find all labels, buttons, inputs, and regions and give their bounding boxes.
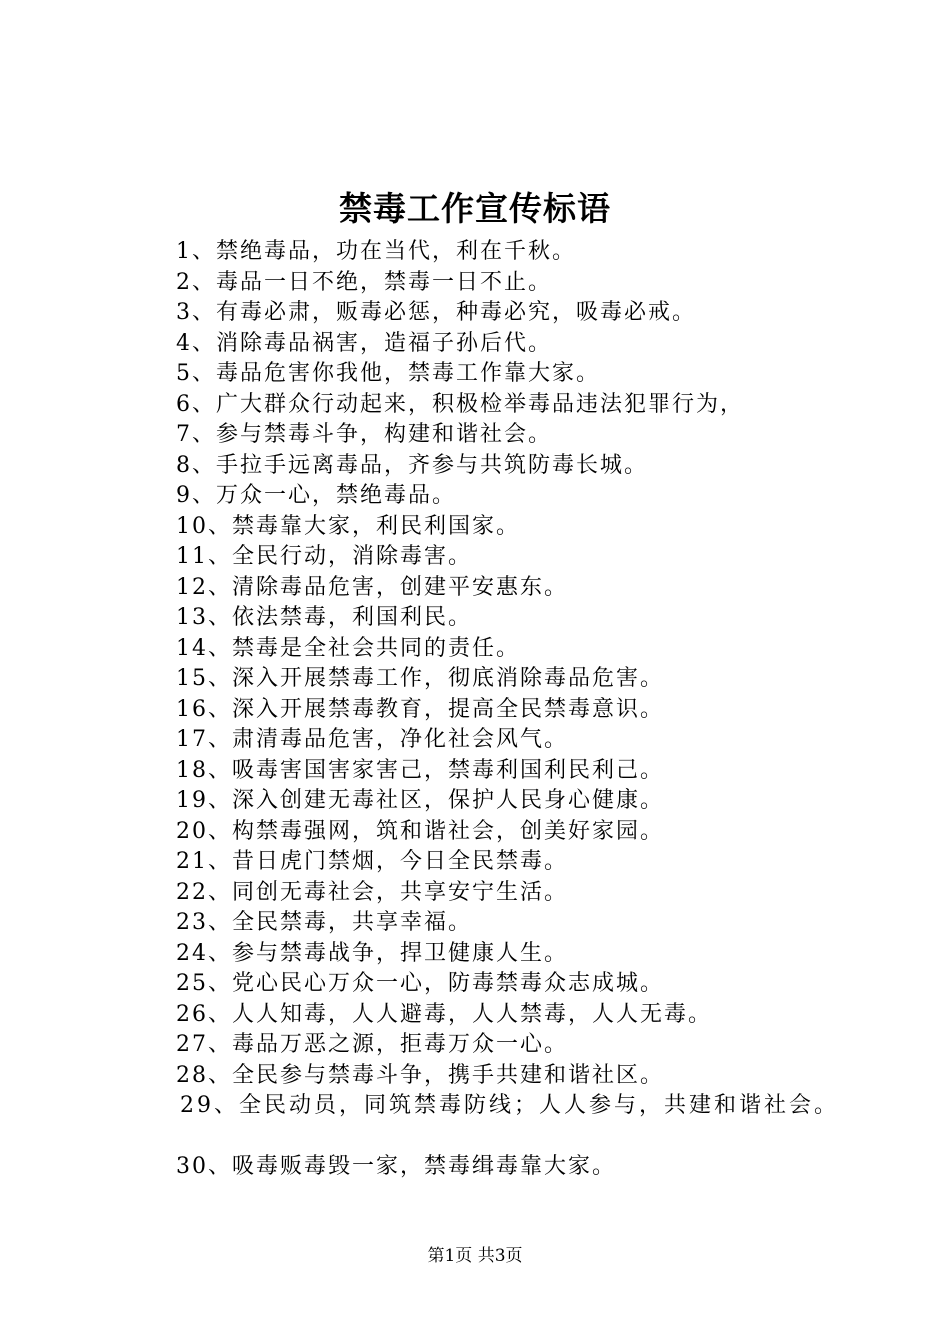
slogan-item: 16、深入开展禁毒教育，提高全民禁毒意识。 [176,696,664,722]
slogan-item: 5、毒品危害你我他，禁毒工作靠大家。 [176,361,600,386]
slogan-item: 4、消除毒品祸害，造福子孙后代。 [176,330,552,356]
slogan-item: 29、全民动员，同筑禁毒防线；人人参与，共建和谐社会。 [180,1093,839,1118]
slogan-item: 10、禁毒靠大家，利民利国家。 [176,513,520,539]
slogan-item: 11、全民行动，消除毒害。 [176,544,472,569]
slogan-item: 24、参与禁毒战争，捍卫健康人生。 [176,940,568,966]
page-footer: 第1页 共3页 [427,1246,523,1266]
slogan-item: 28、全民参与禁毒斗争，携手共建和谐社区。 [176,1062,664,1088]
document-title: 禁毒工作宣传标语 [339,189,611,228]
slogan-item: 13、依法禁毒，利国利民。 [176,605,472,630]
slogan-item: 3、有毒必肃，贩毒必惩，种毒必究，吸毒必戒。 [176,300,696,325]
slogan-item: 19、深入创建无毒社区，保护人民身心健康。 [176,788,664,813]
slogan-item: 7、参与禁毒斗争，构建和谐社会。 [176,422,552,447]
slogan-item: 22、同创无毒社会，共享安宁生活。 [176,879,568,905]
slogan-item: 30、吸毒贩毒毁一家，禁毒缉毒靠大家。 [176,1153,616,1179]
slogan-item: 27、毒品万恶之源，拒毒万众一心。 [176,1032,568,1057]
slogan-item: 25、党心民心万众一心，防毒禁毒众志成城。 [176,971,664,996]
slogan-item: 15、深入开展禁毒工作，彻底消除毒品危害。 [176,666,664,691]
slogan-item: 9、万众一心，禁绝毒品。 [176,483,456,508]
slogan-item: 23、全民禁毒，共享幸福。 [176,910,472,935]
slogan-item: 20、构禁毒强网，筑和谐社会，创美好家园。 [176,818,664,844]
slogan-item: 18、吸毒害国害家害己，禁毒利国利民利己。 [176,757,664,783]
slogan-item: 17、肃清毒品危害，净化社会风气。 [176,727,568,752]
slogan-item: 8、手拉手远离毒品，齐参与共筑防毒长城。 [176,452,648,478]
slogan-item: 26、人人知毒，人人避毒，人人禁毒，人人无毒。 [176,1001,712,1027]
slogan-list [176,237,839,1182]
slogan-item: 12、清除毒品危害，创建平安惠东。 [176,574,568,600]
slogan-item: 14、禁毒是全社会共同的责任。 [176,635,520,661]
slogan-item: 1、禁绝毒品，功在当代，利在千秋。 [176,239,576,264]
slogan-item: 6、广大群众行动起来，积极检举毒品违法犯罪行为， [176,391,744,417]
slogan-item: 21、昔日虎门禁烟，今日全民禁毒。 [176,849,568,874]
slogan-item: 2、毒品一日不绝，禁毒一日不止。 [176,269,552,295]
